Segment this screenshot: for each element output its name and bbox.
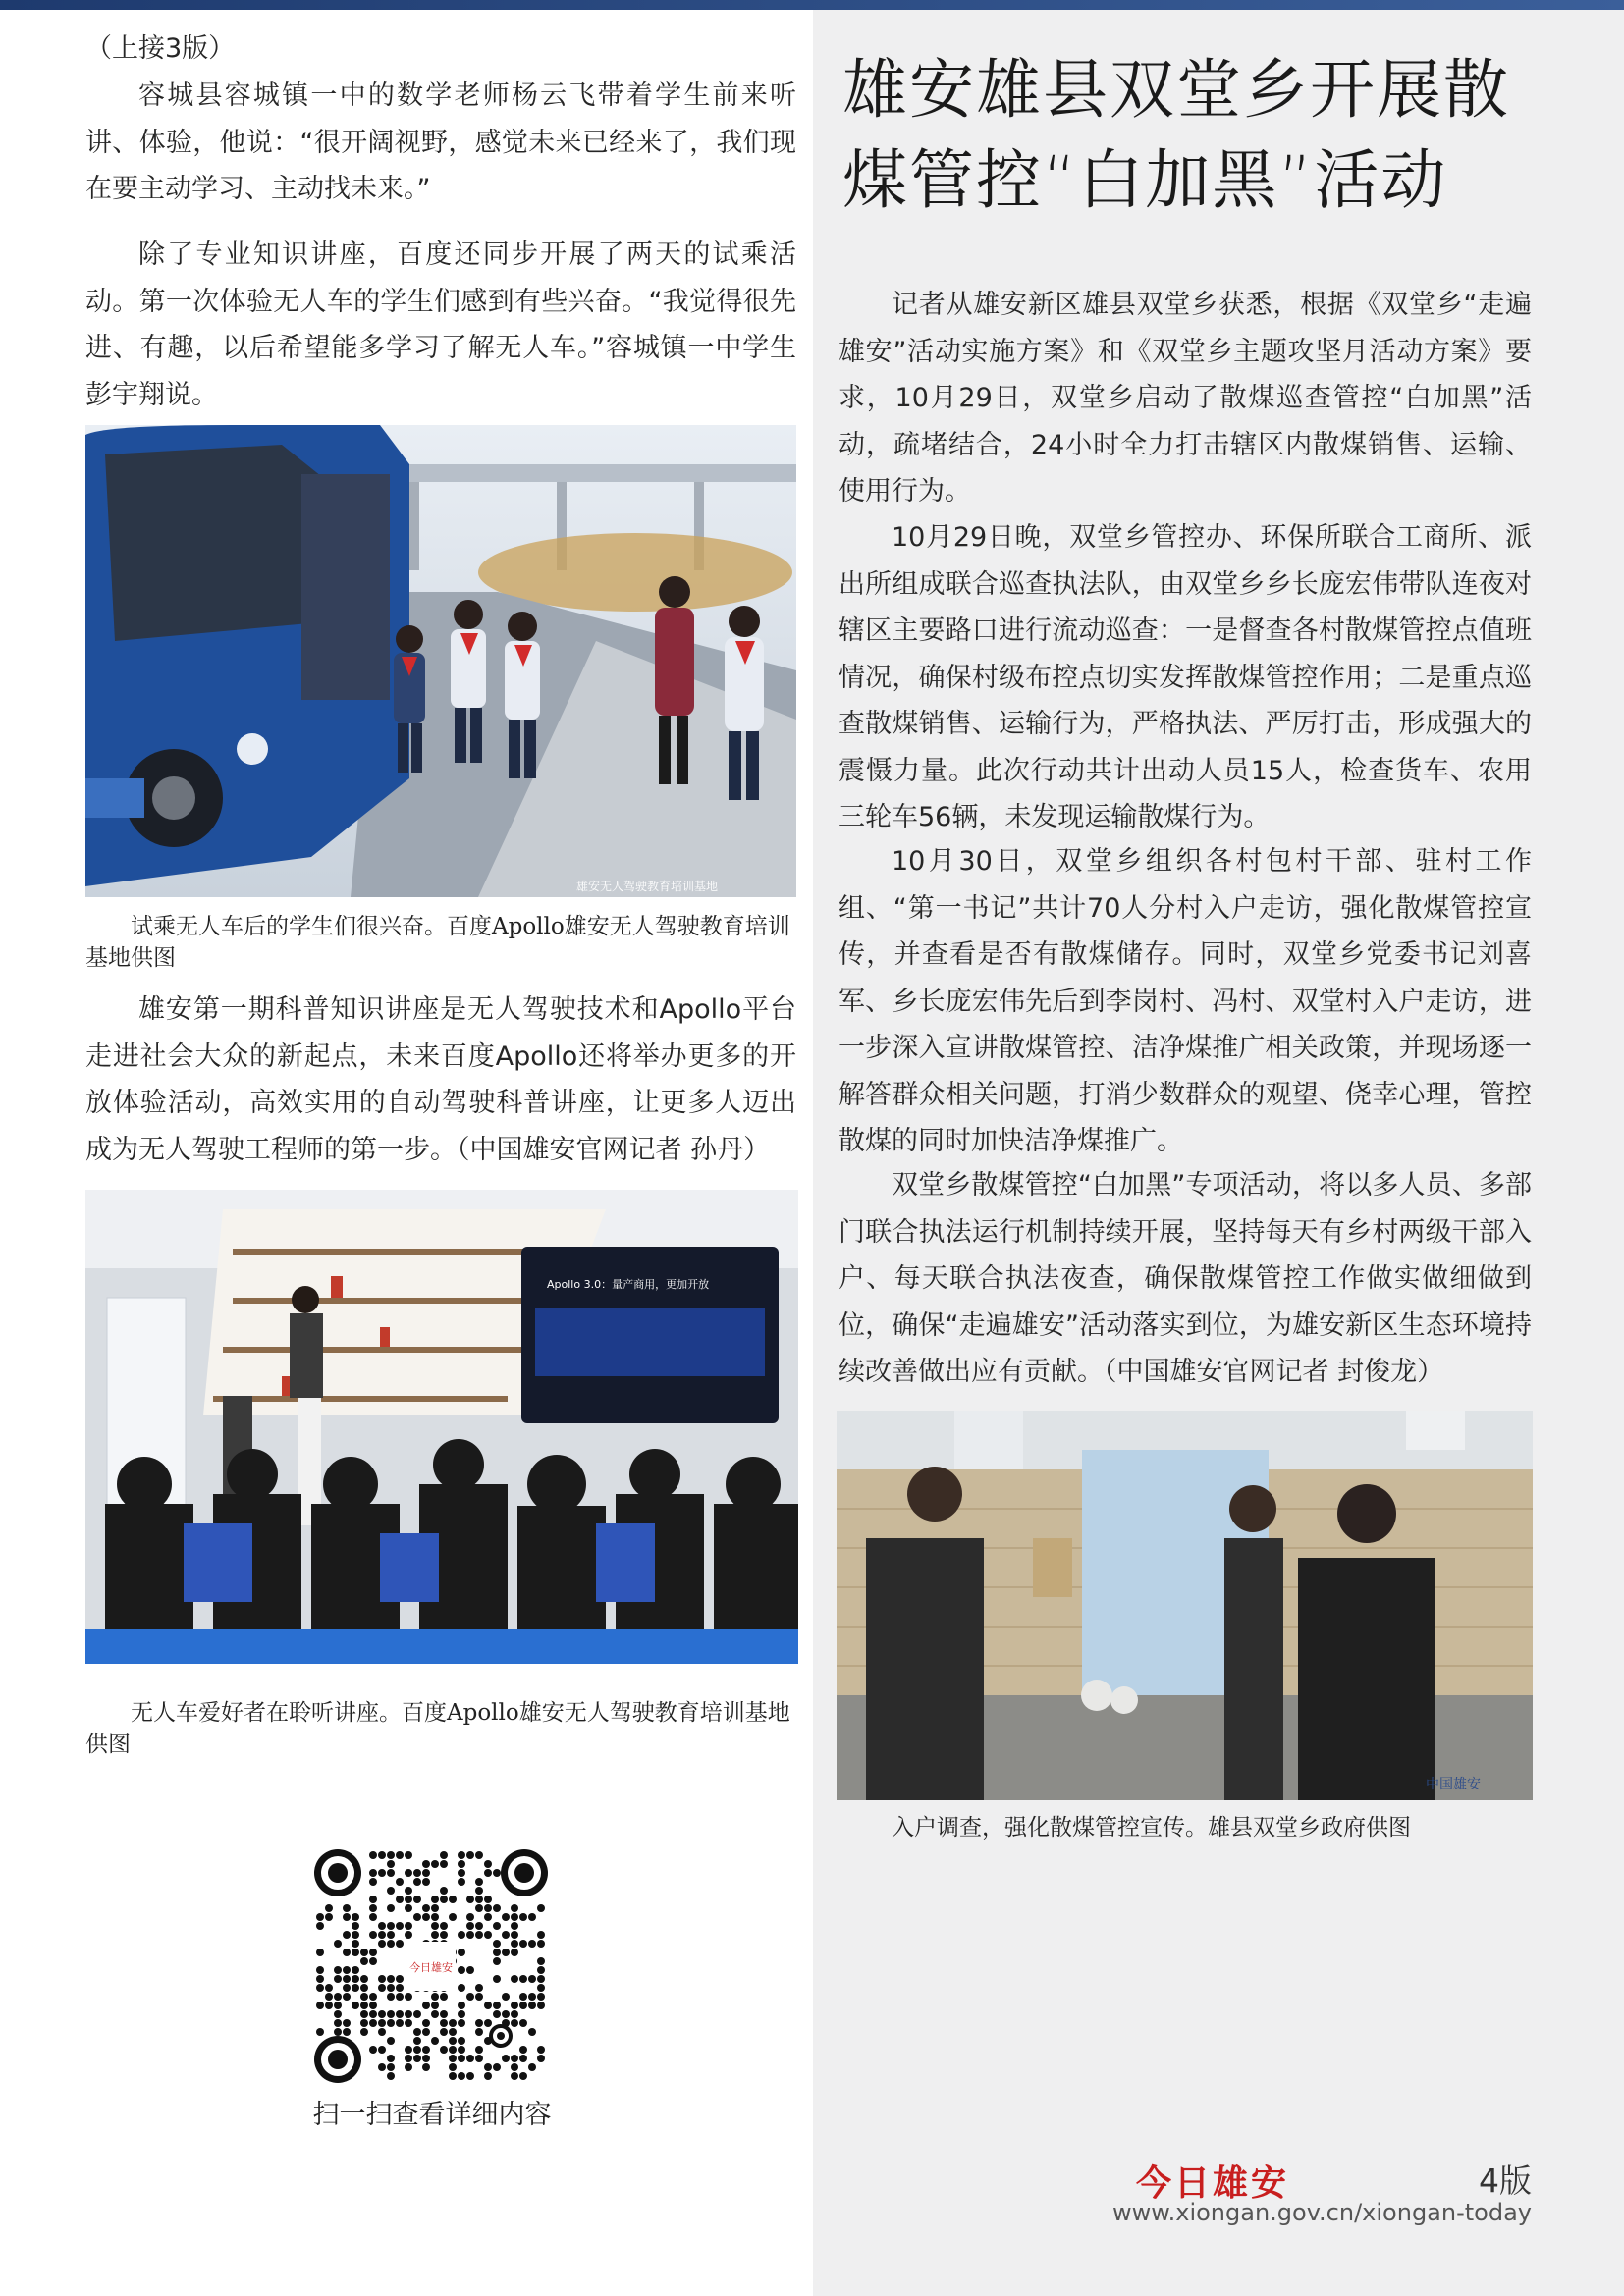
right-paragraph-1: 记者从雄安新区雄县双堂乡获悉，根据《双堂乡“走遍雄安”活动实施方案》和《双堂乡主题攻坚月活动方案》要求，10月29日，双堂乡启动了散煤巡查管控“白加黑”活动，疏堵结合，24小时全力打击辖区内散煤销售、运输、使用行为。 [839,290,1532,507]
photo1-watermark: 雄安无人驾驶教育培训基地 [576,880,719,893]
caption-1: 试乘无人车后的学生们很兴奋。百度Apollo雄安无人驾驶教育培训基地供图 [85,914,790,971]
right-paragraph-3: 10月30日，双堂乡组织各村包村干部、驻村工作组、“第一书记”共计70人分村入户走访，强化散煤管控宣传，并查看是否有散煤储存。同时，双堂乡党委书记刘喜军、乡长庞宏伟先后到李岗村、冯村、双堂村入户走访，进一步深入宣讲散煤管控、洁净煤推广相关政策，并现场逐一解答群众相关问题，打消少数群众的观望、侥幸心理，管控散煤的同时加快洁净煤推广。 [839,846,1532,1156]
right-paragraph-4: 双堂乡散煤管控“白加黑”专项活动，将以多人员、多部门联合执法运行机制持续开展，坚持每天有乡村两级干部入户、每天联合执法夜查，确保散煤管控工作做实做细做到位，确保“走遍雄安”活动落实到位，为雄安新区生态环境持续改善做出应有贡献。（中国雄安官网记者 封俊龙） [839,1170,1532,1387]
title-line-2: 煤管控“白加黑”活动 [842,142,1448,218]
photo-students-bus [85,425,796,897]
article-title [842,45,1530,226]
masthead-logo: 今日雄安 [1136,2163,1290,2204]
continued-note: （上接3版） [85,33,236,64]
qr-label: 扫一扫查看详细内容 [312,2100,552,2130]
left-paragraph-1: 容城县容城镇一中的数学老师杨云飞带着学生前来听讲、体验，他说：“很开阔视野，感觉未来已经来了，我们现在要主动学习、主动找未来。” [85,80,796,204]
top-banner [0,0,1624,10]
photo-lecture [85,1190,798,1664]
caption-3: 入户调查，强化散煤管控宣传。雄县双堂乡政府供图 [892,1815,1411,1841]
photo2-screen-text: Apollo 3.0：量产商用，更加开放 [547,1278,710,1291]
left-paragraph-3: 雄安第一期科普知识讲座是无人驾驶技术和Apollo平台走进社会大众的新起点，未来百度Apollo还将举办更多的开放体验活动，高效实用的自动驾驶科普讲座，让更多人迈出成为无人驾驶工程师的第一步。（中国雄安官网记者 孙丹） [85,994,796,1165]
caption-2: 无人车爱好者在聆听讲座。百度Apollo雄安无人驾驶教育培训基地供图 [85,1700,790,1757]
qr-center-logo: 今日雄安 [409,1961,453,1974]
qr-code[interactable] [312,1847,550,2085]
photo3-watermark: 中国雄安 [1426,1777,1481,1792]
right-paragraph-2: 10月29日晚，双堂乡管控办、环保所联合工商所、派出所组成联合巡查执法队，由双堂乡乡长庞宏伟带队连夜对辖区主要路口进行流动巡查：一是督查各村散煤管控点值班情况，确保村级布控点切实发挥散煤管控作用；二是重点巡查散煤销售、运输行为，严格执法、严厉打击，形成强大的震慑力量。此次行动共计出动人员15人，检查货车、农用三轮车56辆，未发现运输散煤行为。 [839,522,1532,832]
page-number: 4版 [1479,2162,1532,2200]
title-line-1: 雄安雄县双堂乡开展散 [842,52,1510,128]
site-url[interactable]: www.xiongan.gov.cn/xiongan-today [1111,2199,1532,2226]
left-paragraph-2: 除了专业知识讲座，百度还同步开展了两天的试乘活动。第一次体验无人车的学生们感到有些兴奋。“我觉得很先进、有趣，以后希望能多学习了解无人车。”容城镇一中学生彭宇翔说。 [85,240,796,410]
photo-household-visit [837,1411,1533,1800]
